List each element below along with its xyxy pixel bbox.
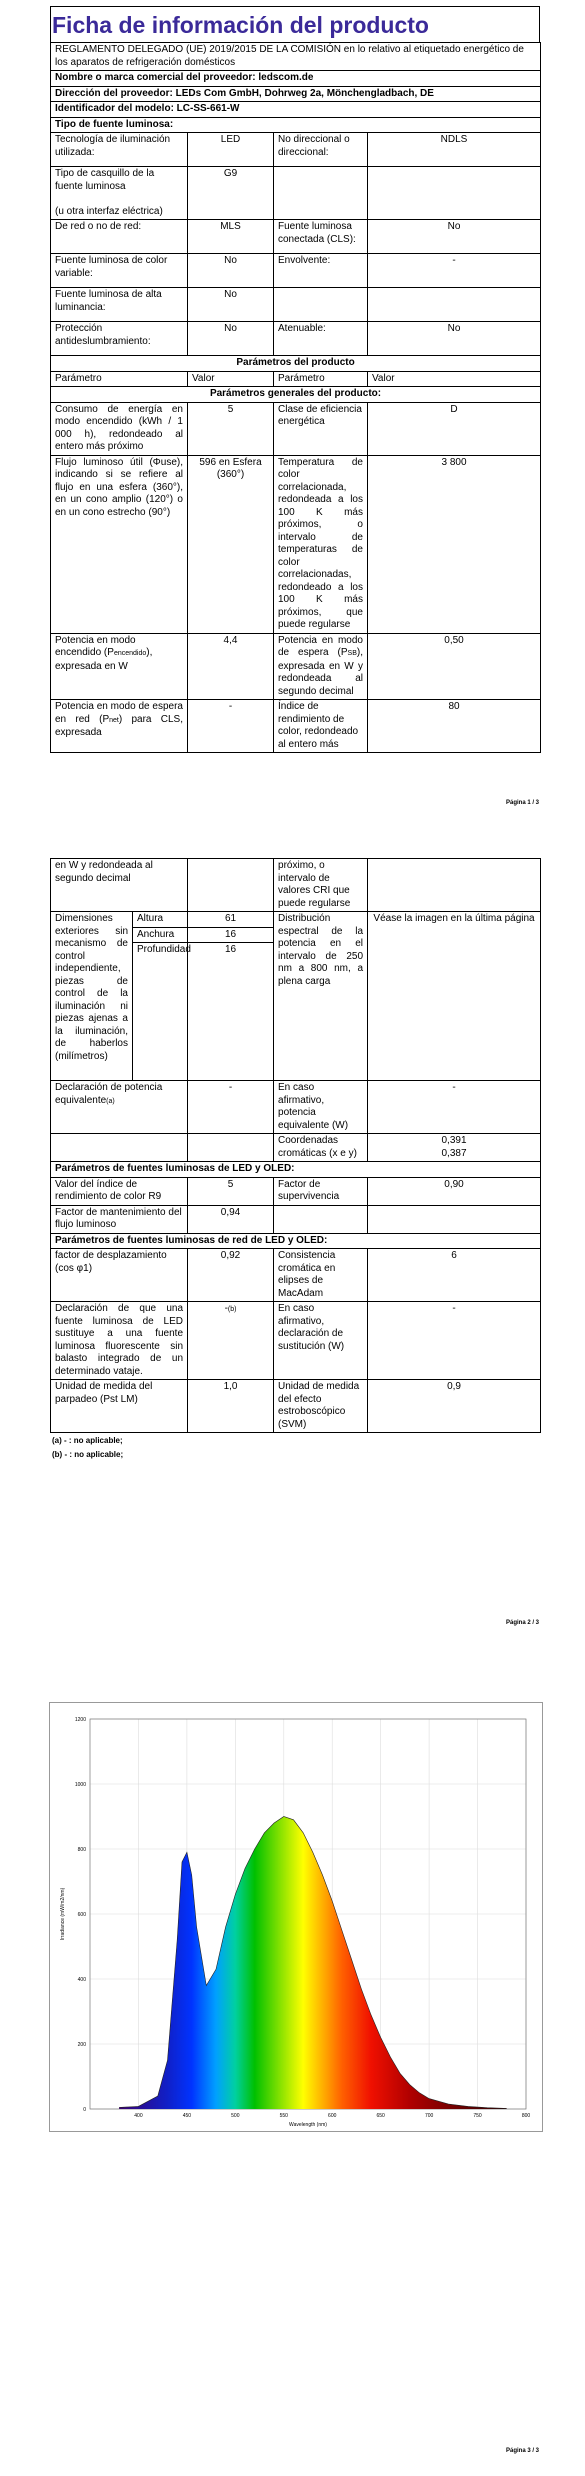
y-tick-label: 1000 (74, 1782, 86, 1788)
footnote-a: (a) - : no aplicable; (52, 1436, 123, 1445)
stroboscopic-label: Unidad de medida del efecto estroboscópico (SVM) (274, 1380, 368, 1433)
y-tick-label: 0 (83, 2107, 86, 2113)
x-tick-label: 600 (328, 2113, 337, 2119)
survival-factor-label: Factor de supervivencia (274, 1177, 368, 1205)
col-header-value: Valor (368, 371, 541, 387)
equivalent-power-right-label: En caso afirmativo, potencia equivalente (W) (274, 1081, 368, 1134)
col-header-parameter: Parámetro (274, 371, 368, 387)
spectrum-area (119, 1817, 507, 2110)
general-params-header: Parámetros generales del producto: (51, 387, 541, 403)
empty-cell (368, 859, 541, 912)
efficiency-class-value: D (368, 402, 541, 455)
led-replaces-fluorescent-label: Declaración de que una fuente luminosa de LED sustituye a una fuente luminosa fluorescente sin balasto integrado de un determinado vataje. (51, 1302, 188, 1380)
mains-label: De red o no de red: (51, 220, 188, 254)
product-info-table (50, 42, 541, 753)
product-info-table-continued (50, 858, 541, 1433)
cct-label: Temperatura de color correlacionada, redondeada a los 100 K más próximos, o intervalo de temperaturas de color correlacionadas, redondeado a los 100 K más próximos, que puede regularse (274, 455, 368, 633)
supplier-address: Dirección del proveedor: LEDs Com GmbH, Dohrweg 2a, Mönchengladbach, DE (51, 86, 541, 102)
cap-type-sub: (u otra interfaz eléctrica) (55, 205, 163, 217)
supplier-name: Nombre o marca comercial del proveedor: ledscom.de (51, 71, 541, 87)
empty-cell (274, 288, 368, 322)
colour-tunable-value: No (188, 254, 274, 288)
r9-label: Valor del índice de rendimiento de color R9 (51, 1177, 188, 1205)
chromaticity-values: 0,391 0,387 (368, 1134, 541, 1162)
network-standby-value: - (188, 700, 274, 753)
page-1 (0, 0, 585, 806)
equivalent-power-value: - (188, 1081, 274, 1134)
cap-type-label (51, 167, 188, 220)
r9-value: 5 (188, 1177, 274, 1205)
light-source-type-header: Tipo de fuente luminosa: (51, 117, 541, 133)
y-tick-label: 1200 (74, 1717, 86, 1723)
y-tick-label: 600 (77, 1912, 86, 1918)
efficiency-class-label: Clase de eficiencia energética (274, 402, 368, 455)
led-params-header: Parámetros de fuentes luminosas de LED y OLED: (51, 1162, 541, 1178)
dimension-value: 16 (188, 943, 274, 1081)
directional-value: NDLS (368, 133, 541, 167)
x-tick-label: 750 (473, 2113, 482, 2119)
cap-type-text: Tipo de casquillo de la fuente luminosa (55, 168, 155, 192)
mains-value: MLS (188, 220, 274, 254)
dimension-value: 61 (188, 912, 274, 928)
cap-type-value: G9 (188, 167, 274, 220)
dimensions-label: Dimensiones exteriores sin mecanismo de control independiente, piezas de control de la iluminación ni piezas ajenas a la iluminación, de haberlos (milímetros) (51, 912, 133, 1081)
cri-label: Índice de rendimiento de color, redondeado al entero más (274, 700, 368, 753)
y-tick-label: 200 (77, 2042, 86, 2048)
dimension-name: Altura (133, 912, 188, 928)
footnotes (52, 1434, 123, 1462)
x-tick-label: 400 (134, 2113, 143, 2119)
replacement-claim-value: - (368, 1302, 541, 1380)
high-luminance-label: Fuente luminosa de alta luminancia: (51, 288, 188, 322)
high-luminance-value: No (188, 288, 274, 322)
dimension-name: Profundidad (133, 943, 188, 1081)
equivalent-power-right-value: - (368, 1081, 541, 1134)
replacement-claim-label: En caso afirmativo, declaración de sustitución (W) (274, 1302, 368, 1380)
x-axis-label: Wavelength (nm) (289, 2122, 327, 2128)
page-footer: Página 1 / 3 (505, 800, 539, 806)
x-tick-labels (134, 2113, 530, 2119)
dimmable-label: Atenuable: (274, 322, 368, 356)
page-title: Ficha de información del producto (52, 12, 429, 38)
x-tick-label: 500 (231, 2113, 240, 2119)
displacement-factor-label: factor de desplazamiento (cos φ1) (51, 1249, 188, 1302)
led-replaces-fluorescent-value: -(b) (188, 1302, 274, 1380)
x-tick-label: 800 (521, 2113, 531, 2119)
regulation-text: REGLAMENTO DELEGADO (UE) 2019/2015 DE LA COMISIÓN en lo relativo al etiquetado energético de los aparatos de refrigeración domésticos (51, 43, 541, 71)
empty-cell (368, 288, 541, 322)
col-header-parameter: Parámetro (51, 371, 188, 387)
spectral-chart-svg (50, 1703, 542, 2131)
network-standby-label: Potencia en modo de espera en red (Pnet) para CLS, expresada (51, 700, 188, 753)
cls-value: No (368, 220, 541, 254)
x-tick-label: 550 (279, 2113, 288, 2119)
page-footer: Página 2 / 3 (505, 1620, 539, 1626)
y-tick-labels (75, 1717, 86, 2113)
technology-value: LED (188, 133, 274, 167)
on-mode-power-value: 4,4 (188, 633, 274, 700)
spectral-distribution-label: Distribución espectral de la potencia en el intervalo de 250 nm a 800 nm, a plena carga (274, 912, 368, 1081)
cri-value: 80 (368, 700, 541, 753)
x-tick-label: 650 (376, 2113, 385, 2119)
anti-glare-value: No (188, 322, 274, 356)
col-header-value: Valor (188, 371, 274, 387)
lumen-maintenance-label: Factor de mantenimiento del flujo luminoso (51, 1205, 188, 1233)
on-mode-power-label: Potencia en modo encendido (Pencendido), expresada en W (51, 633, 188, 700)
dimension-name: Anchura (133, 927, 188, 943)
spectral-distribution-value: Véase la imagen en la última página (368, 912, 541, 1081)
y-axis-label: Irradiance (mW/m2/nm) (60, 1887, 66, 1941)
technology-label: Tecnología de iluminación utilizada: (51, 133, 188, 167)
equivalent-power-label: Declaración de potencia equivalente(a) (51, 1081, 188, 1134)
empty-cell (51, 1134, 188, 1162)
flicker-value: 1,0 (188, 1380, 274, 1433)
cls-label: Fuente luminosa conectada (CLS): (274, 220, 368, 254)
x-tick-label: 700 (424, 2113, 434, 2119)
standby-power-label: Potencia en modo de espera (PSB), expresada en W y redondeada al segundo decimal (274, 633, 368, 700)
energy-consumption-label: Consumo de energía en modo encendido (kWh / 1 000 h), redondeado al entero más próximo (51, 402, 188, 455)
colour-tunable-label: Fuente luminosa de color variable: (51, 254, 188, 288)
standby-power-value: 0,50 (368, 633, 541, 700)
page-2 (0, 850, 585, 1626)
x-tick-label: 450 (182, 2113, 192, 2119)
dimmable-value: No (368, 322, 541, 356)
flicker-label: Unidad de medida del parpadeo (Pst LM) (51, 1380, 188, 1433)
mains-params-header: Parámetros de fuentes luminosas de red de LED y OLED: (51, 1233, 541, 1249)
directional-label: No direccional o direccional: (274, 133, 368, 167)
colour-consistency-label: Consistencia cromática en elipses de MacAdam (274, 1249, 368, 1302)
lumen-maintenance-value: 0,94 (188, 1205, 274, 1233)
displacement-factor-value: 0,92 (188, 1249, 274, 1302)
energy-consumption-value: 5 (188, 402, 274, 455)
y-tick-label: 800 (77, 1847, 86, 1853)
luminous-flux-label: Flujo luminoso útil (Φuse), indicando si se refiere al flujo en una esfera (360°), en un cono amplio (120°) o en un cono estrecho (90°) (51, 455, 188, 633)
empty-cell (188, 1134, 274, 1162)
product-params-header: Parámetros del producto (51, 356, 541, 372)
footnote-b: (b) - : no aplicable; (52, 1450, 124, 1459)
chromaticity-label: Coordenadas cromáticas (x e y) (274, 1134, 368, 1162)
cct-value: 3 800 (368, 455, 541, 633)
colour-consistency-value: 6 (368, 1249, 541, 1302)
spectral-distribution-chart (49, 1702, 543, 2132)
envelope-label: Envolvente: (274, 254, 368, 288)
empty-cell (368, 167, 541, 220)
empty-cell (274, 1205, 368, 1233)
empty-cell (368, 1205, 541, 1233)
page-footer: Página 3 / 3 (505, 2448, 539, 2454)
continued-left: en W y redondeada al segundo decimal (51, 859, 188, 912)
dimension-value: 16 (188, 927, 274, 943)
luminous-flux-value: 596 en Esfera (360°) (188, 455, 274, 633)
empty-cell (188, 859, 274, 912)
anti-glare-label: Protección antideslumbramiento: (51, 322, 188, 356)
survival-factor-value: 0,90 (368, 1177, 541, 1205)
envelope-value: - (368, 254, 541, 288)
y-tick-label: 400 (77, 1977, 86, 1983)
continued-right: próximo, o intervalo de valores CRI que puede regularse (274, 859, 368, 912)
stroboscopic-value: 0,9 (368, 1380, 541, 1433)
model-identifier: Identificador del modelo: LC-SS-661-W (51, 102, 541, 118)
empty-cell (274, 167, 368, 220)
